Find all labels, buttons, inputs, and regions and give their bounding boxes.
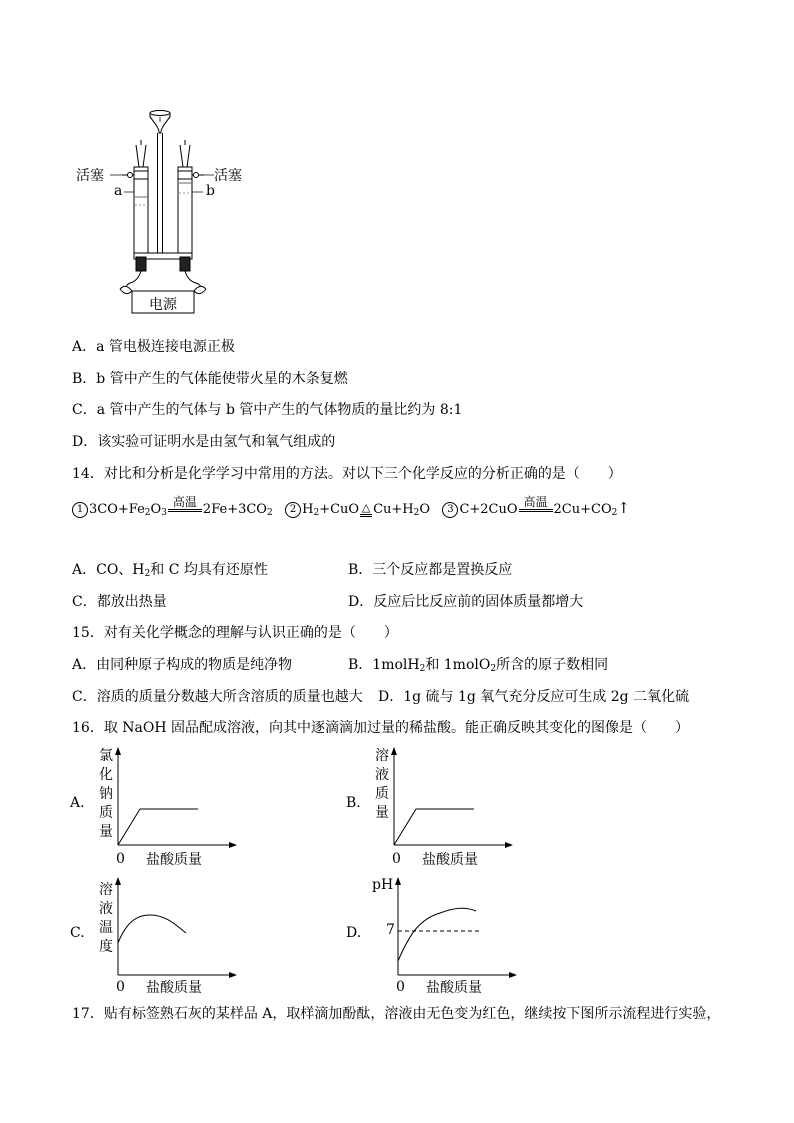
reaction-3-condition: 高温 <box>519 496 553 522</box>
graph-d <box>346 875 516 1000</box>
q14-option-d: D．反应后比反应前的固体质量都增大 <box>348 594 584 610</box>
graph-a-letter: A. <box>70 795 85 811</box>
graph-a-y-arrow <box>115 747 121 755</box>
graph-d-xlabel: 盐酸质量 <box>426 980 482 996</box>
reaction-1: 1 $3CO+Fe_2O_3$ 高温 $2Fe+3CO_2$ <box>72 502 277 517</box>
graph-b-origin: 0 <box>392 851 401 867</box>
electrolysis-apparatus <box>70 105 240 320</box>
stopcock-left-label: 活塞 <box>76 168 104 184</box>
gas-arrow: ↑ <box>617 498 630 517</box>
reaction-1-condition: 高温 <box>168 496 202 522</box>
graph-d-plot <box>390 875 520 980</box>
graph-a-origin: 0 <box>116 851 125 867</box>
q13-option-d: D．该实验可证明水是由氢气和氧气组成的 <box>72 434 336 450</box>
q15-option-b: B．1molH$_2$和 1molO$_2$所含的原子数相同 <box>348 657 609 674</box>
q14-option-c: C．都放出热量 <box>72 594 167 610</box>
q13-option-a: A．a 管电极连接电源正极 <box>72 339 235 355</box>
q15-option-c: C．溶质的质量分数越大所含溶质的质量也越大 <box>72 689 363 705</box>
graph-d-y-arrow <box>395 877 401 885</box>
graph-b-x-arrow <box>505 842 513 848</box>
graph-c-plot <box>110 875 240 980</box>
graph-c-curve <box>118 915 186 943</box>
power-source-label: 电源 <box>149 297 177 313</box>
tube-b-label: b <box>206 183 215 199</box>
q16-stem: 16．取 NaOH 固品配成溶液，向其中逐滴滴加过量的稀盐酸。能正确反映其变化的图像是（ ） <box>72 720 689 736</box>
graph-c <box>70 875 240 1000</box>
q14-reactions <box>72 496 630 522</box>
graph-c-xlabel: 盐酸质量 <box>146 980 202 996</box>
graph-d-letter: D. <box>346 925 362 941</box>
graph-a-x-arrow <box>229 842 237 848</box>
graph-d-origin: 0 <box>396 979 405 995</box>
graph-c-origin: 0 <box>116 979 125 995</box>
q13-option-c: C．a 管中产生的气体与 b 管中产生的气体物质的量比约为 8:1 <box>72 402 463 418</box>
graph-b-letter: B. <box>346 795 361 811</box>
graph-c-y-arrow <box>115 877 121 885</box>
q14-option-b: B．三个反应都是置换反应 <box>348 562 513 578</box>
apparatus-drawing <box>70 105 240 320</box>
q15-option-a: A．由同种原子构成的物质是纯净物 <box>72 657 293 673</box>
graph-b-ylabel: 溶 液 质 量 <box>375 748 389 821</box>
reaction-2-number: 2 <box>285 502 301 518</box>
graph-d-x-arrow <box>509 972 517 978</box>
graph-a-ylabel: 氯 化 钠 质 量 <box>99 748 113 840</box>
tube-a-label: a <box>114 183 123 199</box>
reaction-2: 2 $H_2+CuO$ △ $Cu+H_2O$ <box>285 502 434 517</box>
q15-stem: 15．对有关化学概念的理解与认识正确的是（ ） <box>72 625 398 641</box>
graph-c-letter: C. <box>70 925 85 941</box>
graph-d-ref-value: 7 <box>386 922 395 938</box>
graph-c-ylabel: 溶 液 温 度 <box>99 882 113 955</box>
graph-a-xlabel: 盐酸质量 <box>146 852 202 868</box>
graph-d-curve <box>398 908 476 961</box>
reaction-3-number: 3 <box>442 502 458 518</box>
graph-b-curve <box>394 809 474 845</box>
graph-a <box>70 745 240 870</box>
q14-option-a: A．CO、$H_2$和 C 均具有还原性 <box>72 562 268 579</box>
q14-stem: 14．对比和分析是化学学习中常用的方法。对以下三个化学反应的分析正确的是（ ） <box>72 466 622 482</box>
q13-option-b: B．b 管中产生的气体能使带火星的木条复燃 <box>72 371 348 387</box>
graph-a-curve <box>118 809 198 845</box>
graph-b-xlabel: 盐酸质量 <box>422 852 478 868</box>
reaction-3: 3 C+2CuO 高温 $2Cu+CO_2↑$ <box>442 502 630 517</box>
reaction-1-number: 1 <box>72 502 88 518</box>
q17-stem: 17．贴有标签熟石灰的某样品 A，取样滴加酚酞，溶液由无色变为红色，继续按下图所示流程进行实验， <box>72 1006 721 1022</box>
graph-c-x-arrow <box>229 972 237 978</box>
graph-d-ylabel: pH <box>372 877 394 893</box>
graph-b <box>346 745 516 870</box>
reaction-2-condition: △ <box>360 501 372 521</box>
stopcock-right-label: 活塞 <box>214 168 242 184</box>
graph-b-plot <box>386 745 516 850</box>
graph-a-plot <box>110 745 240 850</box>
q15-option-d: D．1g 硫与 1g 氧气充分反应可生成 2g 二氧化硫 <box>378 689 690 705</box>
graph-b-y-arrow <box>391 747 397 755</box>
